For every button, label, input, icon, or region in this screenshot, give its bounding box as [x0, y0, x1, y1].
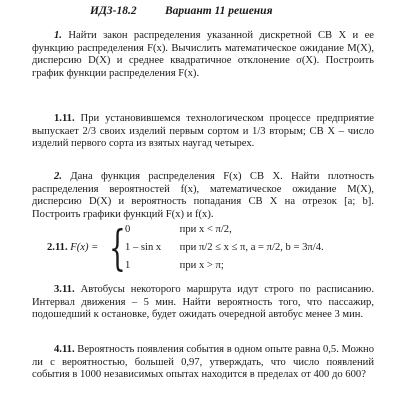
task-number: 3.11.	[54, 284, 75, 295]
task-text: При установившемся технологическом процессе предприятие выпускает 2/3 своих изделий первым сортом и 1/3 вторым; СВ X – число изделий первого сорта из взятых наугад четырех.	[32, 113, 374, 150]
task-text: Найти закон распределения указанной дискретной СВ X и ее функцию распределения F(x). Вычислить математическое ожидание M(X), дисперсию D(X) и среднее квадратичное отклонение σ(X). Построить график функции распределения F(x).	[32, 30, 374, 79]
task-text: Вероятность появления события в одном опыте равна 0,5. Можно ли с вероятностью, большей 0,97, утверждать, что число появлений события в 1000 независимых опытах находится в пределах от 400 до 600?	[32, 344, 375, 381]
variant-label: Вариант 11 решения	[165, 5, 273, 17]
task-4-11	[32, 344, 374, 382]
document-title: ИДЗ-18.2	[90, 5, 137, 17]
piecewise-case	[125, 242, 324, 255]
task-number: 2.11.	[47, 242, 68, 253]
case-value: 0	[125, 224, 131, 235]
piecewise-case	[125, 224, 232, 237]
formula-lhs: F(x) =	[70, 242, 99, 253]
task-number: 4.11.	[54, 344, 75, 355]
task-text: Дана функция распределения F(x) СВ X. Найти плотность распределения вероятностей f(x), математическое ожидание M(X), дисперсию D(X) и вероятность попадания СВ X на отрезок [a; b]. Построить графики функций F(x) и f(x).	[32, 171, 374, 220]
brace-symbol: {	[109, 220, 126, 276]
case-condition: при x > π;	[179, 260, 224, 271]
case-value: 1	[125, 260, 131, 271]
task-2	[32, 171, 374, 221]
case-value: 1 – sin x	[125, 242, 162, 253]
task-number: 2.	[54, 171, 62, 182]
task-number: 1.11.	[54, 113, 75, 124]
case-condition: при π/2 ≤ x ≤ π, a = π/2, b = 3π/4.	[179, 242, 324, 253]
task-1	[32, 30, 374, 80]
piecewise-case	[125, 260, 224, 273]
task-2-11-formula	[47, 222, 377, 276]
document-header	[90, 5, 273, 18]
task-1-11	[32, 113, 374, 151]
task-text: Автобусы некоторого маршрута идут строго по расписанию. Интервал движения – 5 мин. Найти вероятность того, что пассажир, подошедший к остановке, будет ожидать очередной автобус менее 3 мин.	[32, 284, 374, 321]
case-condition: при x < π/2,	[179, 224, 232, 235]
task-3-11	[32, 284, 374, 322]
task-number: 1.	[54, 30, 62, 41]
